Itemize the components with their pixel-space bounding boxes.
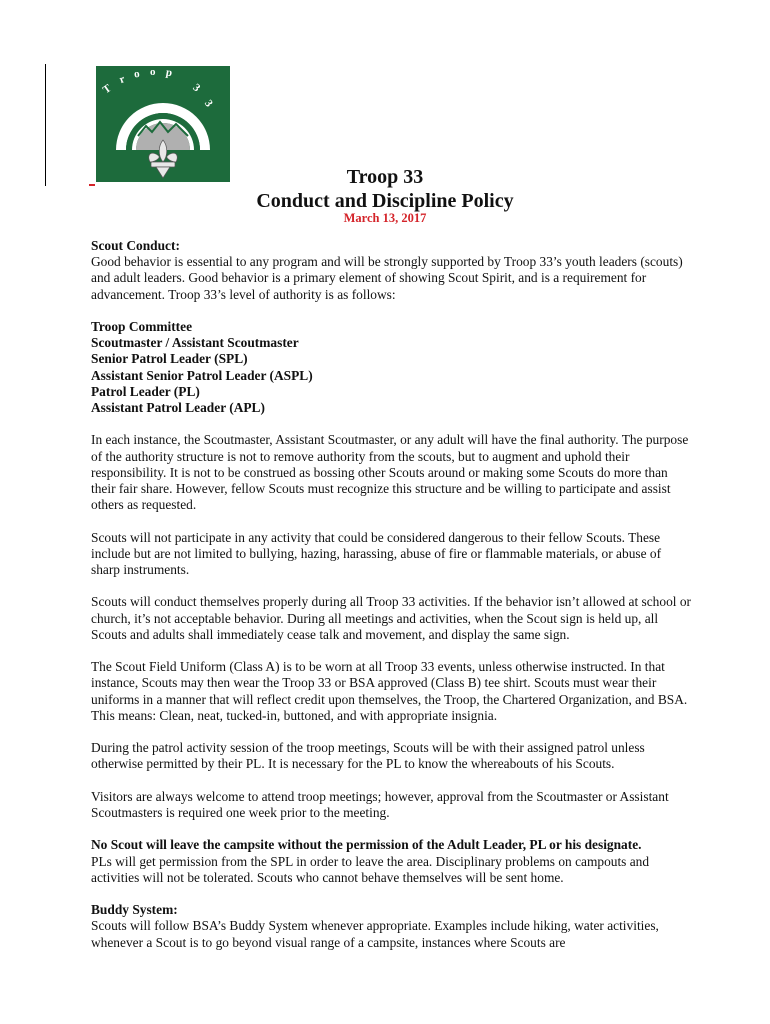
svg-text:o: o — [133, 67, 141, 81]
authority-item: Patrol Leader (PL) — [91, 383, 200, 399]
paragraph-final-authority: In each instance, the Scoutmaster, Assistant Scoutmaster, or any adult will have the final authority. The purpose of the authority structure is not to remove authority from the scouts, but to augment and uphold their responsibility. It is not to be construed as bossing other Scouts around or making some Scouts do more than their fair share. However, fellow Scouts must recognize this structure and be willing to participate and assist others as requested. — [91, 432, 689, 513]
buddy-system-heading: Buddy System: — [91, 902, 178, 918]
svg-text:p: p — [165, 66, 174, 80]
scout-conduct-intro: Good behavior is essential to any program and will be strongly supported by Troop 33’s youth leaders (scouts) and adult leaders. Good behavior is a primary element of showing Scout Spirit, and is a requirement for advancement. Troop 33’s level of authority is as follows: — [91, 254, 683, 302]
authority-list — [91, 319, 691, 416]
buddy-system-text: Scouts will follow BSA’s Buddy System whenever appropriate. Examples include hiking, water activities, whenever a Scout is to go beyond visual range of a campsite, instances where Scouts are — [91, 918, 659, 950]
paragraph-campsite — [91, 837, 691, 886]
paragraph-patrol-session: During the patrol activity session of the troop meetings, Scouts will be with their assigned patrol unless otherwise permitted by their PL. It is necessary for the PL to know the whereabouts of his Scouts. — [91, 740, 645, 772]
svg-text:T: T — [100, 82, 114, 97]
authority-item: Troop Committee — [91, 319, 193, 334]
authority-item: Assistant Senior Patrol Leader (ASPL) — [91, 367, 313, 383]
document-date: March 13, 2017 — [343, 211, 427, 225]
authority-item: Senior Patrol Leader (SPL) — [91, 351, 248, 367]
paragraph-uniform: The Scout Field Uniform (Class A) is to be worn at all Troop 33 events, unless otherwise instructed. In that instance, Scouts may then wear the Troop 33 or BSA approved (Class B) tee shirt. Scouts must wear their uniforms in a manner that will reflect credit upon themselves, the Troop, the Chartered Organization, and BSA. This means: Clean, neat, tucked-in, buttoned, and with appropriate insignia. — [91, 659, 688, 723]
paragraph-proper-conduct: Scouts will conduct themselves properly during all Troop 33 activities. If the behavior isn’t allowed at school or church, it’s not acceptable behavior. During all meetings and activities, when the Scout sign is held up, all Scouts and adults shall immediately cease talk and movement, and display the same sign. — [91, 594, 691, 642]
authority-item: Assistant Patrol Leader (APL) — [91, 400, 265, 416]
document-title-line1: Troop 33 — [346, 166, 424, 188]
authority-item: Scoutmaster / Assistant Scoutmaster — [91, 335, 299, 351]
svg-text:3: 3 — [201, 97, 215, 110]
svg-text:3: 3 — [190, 81, 203, 95]
svg-text:r: r — [117, 73, 127, 87]
paragraph-visitors: Visitors are always welcome to attend troop meetings; however, approval from the Scoutmaster or Assistant Scoutmasters is required one week prior to the meeting. — [91, 788, 669, 820]
campsite-rule-text: PLs will get permission from the SPL in order to leave the area. Disciplinary problems on campouts and activities will not be tolerated. Scouts who cannot behave themselves will be sent home. — [91, 853, 650, 885]
document-title-line2: Conduct and Discipline Policy — [256, 190, 514, 212]
document-body — [91, 238, 691, 951]
svg-text:o: o — [150, 66, 156, 78]
paragraph-dangerous-activity: Scouts will not participate in any activity that could be considered dangerous to their fellow Scouts. These include but are not limited to bullying, hazing, harassing, abuse of fire or flammable materials, or abuse of sharp instruments. — [91, 529, 662, 578]
campsite-rule-bold: No Scout will leave the campsite without the permission of the Adult Leader, PL or his designate. — [91, 837, 642, 853]
scout-conduct-heading: Scout Conduct: — [91, 238, 180, 253]
